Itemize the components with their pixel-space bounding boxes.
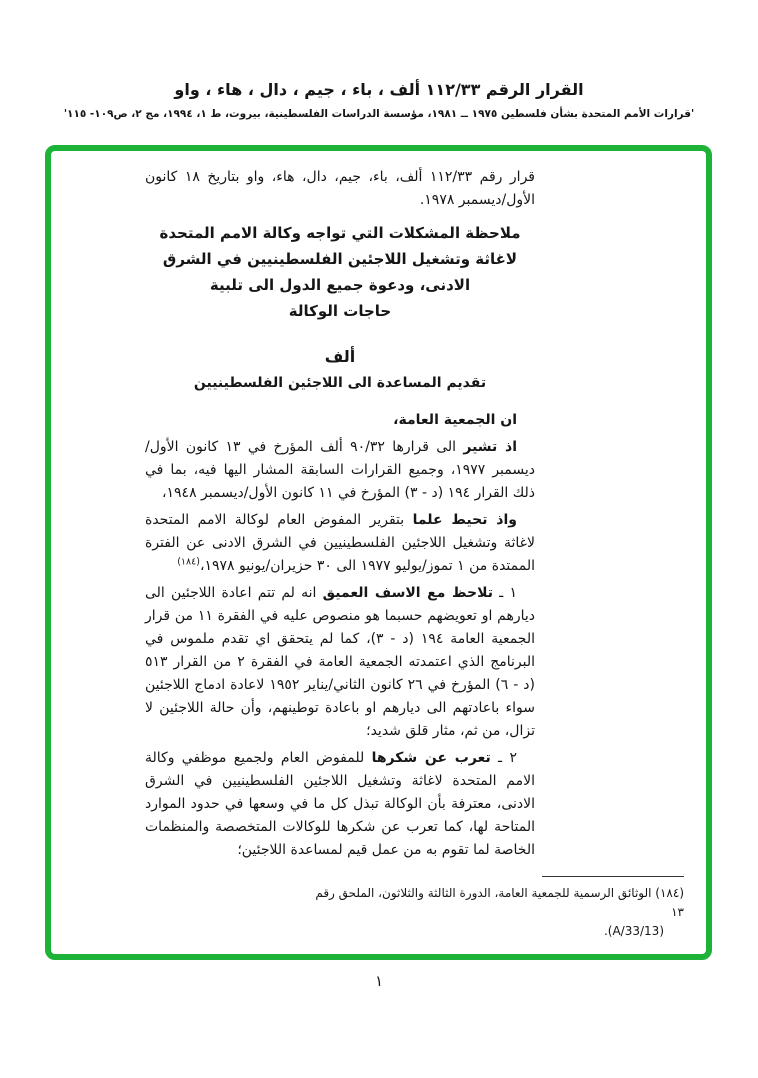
paragraph: واذ تحيط علما بتقرير المفوض العام لوكالة الامم المتحدة لاغاثة وتشغيل اللاجئين الفلسطينيين في الشرق الادنى عن الفترة الممتدة من ١ تموز/يوليو ١٩٧٧ الى ٣٠ حزيران/يونيو ١٩٧٨،$^{(١٨٤)}$ (145, 512, 535, 574)
title-line: حاجات الوكالة (288, 302, 392, 320)
resolution-intro: قرار رقم ١١٢/٣٣ ألف، باء، جيم، دال، هاء، واو بتاريخ ١٨ كانون الأول/ديسمبر ١٩٧٨. (145, 169, 535, 208)
title-line: الادنى، ودعوة جميع الدول الى تلبية (209, 276, 471, 294)
footnote-line: (١٨٤) الوثائق الرسمية للجمعية العامة، الدورة الثالثة والثلاثون، الملحق رقم ١٣ (315, 886, 684, 919)
document-content (145, 166, 535, 866)
section-letter: ألف (324, 347, 356, 366)
header-source: 'قرارات الأمم المتحدة بشأن فلسطين ١٩٧٥ ــ ١٩٨١، مؤسسة الدراسات الفلسطينية، بيروت، ط ١، ١٩٩٤، مج ٢، ص١٠٩- ١١٥' (63, 108, 695, 120)
paragraph: اذ تشير الى قرارها ٩٠/٣٢ ألف المؤرخ في ١٣ كانون الأول/ديسمبر ١٩٧٧، وجميع القرارات السابقة المشار اليها فيه، بما في ذلك القرار ١٩٤ (د - ٣) المؤرخ في ١١ كانون الأول/ديسمبر ١٩٤٨، (145, 439, 535, 501)
paragraphs (145, 409, 535, 862)
page-number: ١ (374, 972, 384, 990)
paragraph: ٢ ـ تعرب عن شكرها للمفوض العام ولجميع موظفي وكالة الامم المتحدة لاغاثة وتشغيل اللاجئين الفلسطينيين في الشرق الادنى، معترفة بأن الوكالة تبذل كل ما في وسعها في حدود الموارد المتاحة لها، كما تعرب عن شكرها للوكالات المتخصصة والمنظمات الخاصة لما تقوم به من عمل قيم لمساعدة اللاجئين؛ (145, 750, 535, 858)
footnote-rule (542, 876, 684, 877)
header-title: القرار الرقم ١١٢/٣٣ ألف ، باء ، جيم ، دال ، هاء ، واو (174, 80, 584, 99)
paragraph: ان الجمعية العامة، (393, 412, 517, 428)
paragraph: ١ ـ تلاحظ مع الاسف العميق انه لم تتم اعادة اللاجئين الى ديارهم او تعويضهم حسبما هو منصوص عليه في الفقرة ١١ من قرار الجمعية العامة ١٩٤ (د - ٣)، كما لم يتحقق اي تقدم ملموس في البرنامج الذي اعتمدته الجمعية العامة في الفقرة ٢ من القرار ٥١٣ (د - ٦) المؤرخ في ٢٦ كانون الثاني/يناير ١٩٥٢ لاعادة ادماج اللاجئين سواء باعادتهم الى ديارهم او باعادة توطينهم، وأن حالة اللاجئين لا تزال، من ثم، مثار قلق شديد؛ (145, 585, 536, 739)
section-subtitle: تقديم المساعدة الى اللاجئين الفلسطينيين (193, 375, 487, 391)
footnote-line: (A/33/13). (603, 924, 664, 938)
title-line: لاغاثة وتشغيل اللاجئين الفلسطينيين في الشرق (162, 250, 518, 268)
footnote-lines (309, 884, 684, 941)
document-title (145, 220, 535, 324)
footnote (309, 876, 684, 941)
title-line: ملاحظة المشكلات التي تواجه وكالة الامم المتحدة (159, 224, 521, 242)
